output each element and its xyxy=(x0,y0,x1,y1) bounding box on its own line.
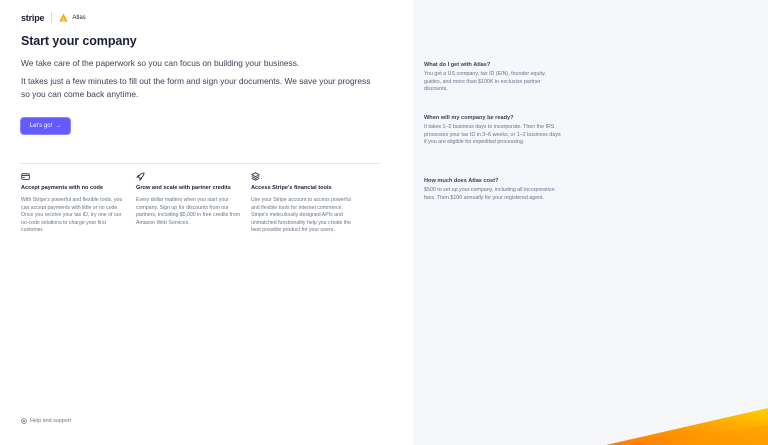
arrow-right-icon: → xyxy=(55,123,62,129)
help-icon xyxy=(21,418,27,424)
faq-question: When will my company be ready? xyxy=(424,115,514,121)
faq-answer: It takes 1–2 business days to incorporate. Then the IRS processes your tax ID in 3–6 weeks, or 1–2 business days if you are eligible for expedited processing. xyxy=(424,124,561,146)
hero-body: It takes just a few minutes to fill out the form and sign your documents. We save your progress so you can come back anytime. xyxy=(21,76,371,99)
lets-go-button[interactable] xyxy=(21,118,70,134)
stripe-logo[interactable]: stripe xyxy=(21,12,45,23)
layers-icon xyxy=(251,172,260,181)
feature-partner-credits xyxy=(136,172,244,227)
atlas-label: Atlas xyxy=(72,14,86,21)
hero-subtitle: We take care of the paperwork so you can focus on building your business. xyxy=(21,58,300,68)
feature-description: With Stripe's powerful and flexible tools, you can accept payments with little or no code. Once you receive your tax ID, try one of our no-code solutions to charge your first customer. xyxy=(21,197,123,234)
feature-accept-payments xyxy=(21,172,129,235)
feature-title: Access Stripe's financial tools xyxy=(251,185,332,191)
feature-title: Accept payments with no code xyxy=(21,185,104,191)
feature-description: Every dollar matters when you start your company. Sign up for discounts from our partners, including $5,000 in free credits from Amazon Web Services. xyxy=(136,197,241,226)
faq-question: How much does Atlas cost? xyxy=(424,178,499,184)
feature-financial-tools xyxy=(251,172,359,235)
faq-answer: You get a US company, tax ID (EIN), founder equity, guides, and more than $100K in exclusive partner discounts. xyxy=(424,71,546,93)
lets-go-label: Let's go! xyxy=(29,123,53,129)
section-divider xyxy=(21,163,379,164)
feature-title: Grow and scale with partner credits xyxy=(136,185,231,191)
card-icon xyxy=(21,172,30,181)
rocket-icon xyxy=(136,172,145,181)
page-title: Start your company xyxy=(21,34,137,48)
help-label: Help and support xyxy=(30,418,72,424)
atlas-icon xyxy=(59,13,68,23)
feature-description: Use your Stripe account to access powerful and flexible tools for internet commerce. Stripe's meticulously designed APIs and unmatched functionality help you create the best possible product for your users. xyxy=(251,197,352,234)
header-divider xyxy=(51,12,52,23)
faq-answer: $500 to set up your company, including all incorporation fees. Then $100 annually for your registered agent. xyxy=(424,187,555,201)
decorative-wedge xyxy=(413,0,768,445)
help-and-support-link[interactable] xyxy=(21,418,71,424)
faq-question: What do I get with Atlas? xyxy=(424,62,491,68)
faq-panel xyxy=(413,0,768,445)
header xyxy=(21,12,86,23)
